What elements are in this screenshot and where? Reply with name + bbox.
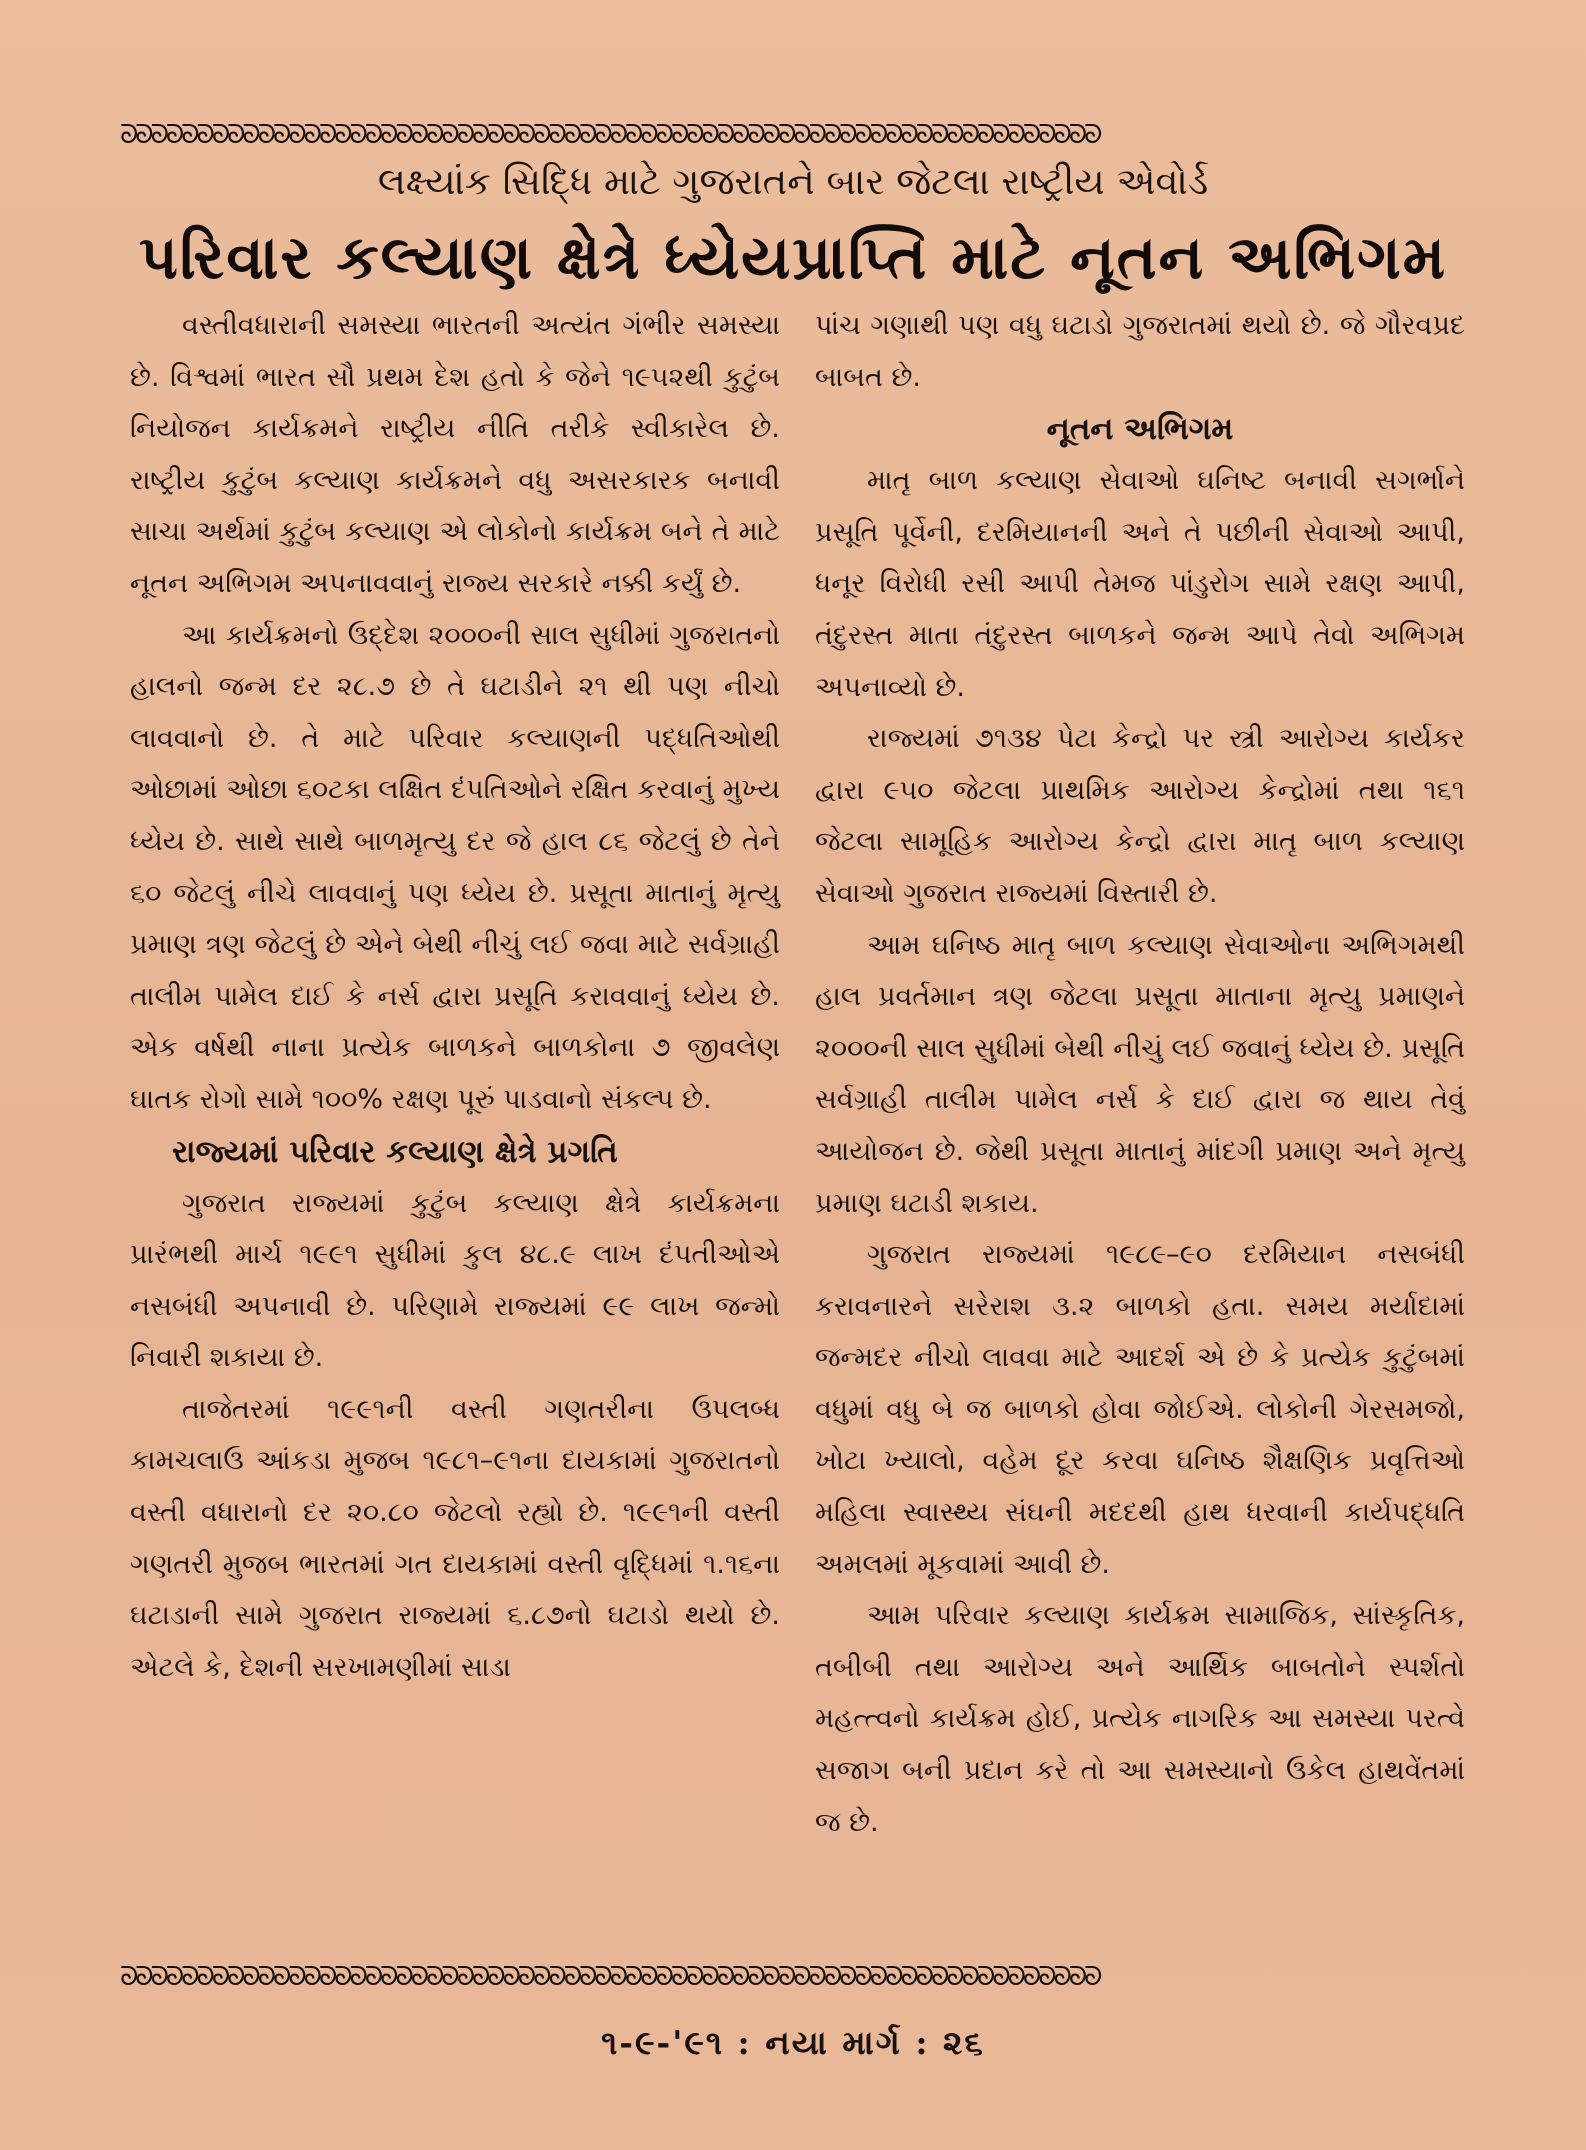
right-paragraph-4: ગુજરાત રાજ્યમાં ૧૯૮૯–૯૦ દરમિયાન નસબંધી કરાવનારને સરેરાશ ૩.૨ બાળકો હતા. સમય મર્યાદામાં જન્મદર નીચો લાવવા માટે આદર્શ એ છે કે પ્રત્યેક કુટુંબમાં વધુમાં વધુ બે જ બાળકો હોવા જોઈએ. લોકોની ગેરસમજો, ખોટા ખ્યાલો, વહેમ દૂર કરવા ઘનિષ્ઠ શૈક્ષણિક પ્રવૃત્તિઓ મહિલા સ્વાસ્થ્ય સંઘની મદદથી હાથ ધરવાની કાર્યપદ્ધતિ અમલમાં મૂકવામાં આવી છે.: [815, 1239, 1465, 1580]
bottom-decorative-border: ᘐᘐᘐᘐᘐᘐᘐᘐᘐᘐᘐᘐᘐᘐᘐᘐᘐᘐᘐᘐᘐᘐᘐᘐᘐᘐᘐᘐᘐᘐᘐᘐᘐᘐᘐᘐᘐᘐᘐᘐᘐᘐᘐᘐᘐᘐᘐᘐᘐᘐᘐᘐᘐᘐᘐᘐᘐᘐᘐᘐᘐᘐᘐᘐ: [120, 1966, 1100, 1988]
right-paragraph-3: આમ ઘનિષ્ઠ માતૃ બાળ કલ્યાણ સેવાઓના અભિગમથી હાલ પ્રવર્તમાન ત્રણ જેટલા પ્રસૂતા માતાના મૃત્યુ પ્રમાણને ૨૦૦૦ની સાલ સુધીમાં બેથી નીચું લઈ જવાનું ધ્યેય છે. પ્રસૂતિ સર્વગ્રાહી તાલીમ પામેલ નર્સ કે દાઈ દ્વારા જ થાય તેવું આયોજન છે. જેથી પ્રસૂતા માતાનું માંદગી પ્રમાણ અને મૃત્યુ પ્રમાણ ઘટાડી શકાય.: [815, 929, 1465, 1219]
left-paragraph-2: આ કાર્યક્રમનો ઉદ્દેશ ૨૦૦૦ની સાલ સુધીમાં ગુજરાતનો હાલનો જન્મ દર ૨૮.૭ છે તે ઘટાડીને ૨૧ થી પણ નીચો લાવવાનો છે. તે માટે પરિવાર કલ્યાણની પદ્ધતિઓથી ઓછામાં ઓછા ૬૦ટકા લક્ષિત દંપતિઓને રક્ષિત કરવાનું મુખ્ય ધ્યેય છે. સાથે સાથે બાળમૃત્યુ દર જે હાલ ૮૬ જેટલું છે તેને ૬૦ જેટલું નીચે લાવવાનું પણ ધ્યેય છે. પ્રસૂતા માતાનું મૃત્યુ પ્રમાણ ત્રણ જેટલું છે એને બેથી નીચું લઈ જવા માટે સર્વગ્રાહી તાલીમ પામેલ દાઈ કે નર્સ દ્વારા પ્રસૂતિ કરાવવાનું ધ્યેય છે. એક વર્ષથી નાના પ્રત્યેક બાળકને બાળકોના ૭ જીવલેણ ઘાતક રોગો સામે ૧૦૦% રક્ષણ પૂરું પાડવાનો સંકલ્પ છે.: [130, 619, 780, 1115]
article-title: પરિવાર કલ્યાણ ક્ષેત્રે ધ્યેયપ્રાપ્તિ માટે નૂતન અભિગમ: [138, 223, 1448, 293]
left-paragraph-1: વસ્તીવધારાની સમસ્યા ભારતની અત્યંત ગંભીર સમસ્યા છે. વિશ્વમાં ભારત સૌ પ્રથમ દેશ હતો કે જેને ૧૯૫૨થી કુટુંબ નિયોજન કાર્યક્રમને રાષ્ટ્રીય નીતિ તરીકે સ્વીકારેલ છે. રાષ્ટ્રીય કુટુંબ કલ્યાણ કાર્યક્રમને વધુ અસરકારક બનાવી સાચા અર્થમાં કુટુંબ કલ્યાણ એ લોકોનો કાર્યક્રમ બને તે માટે નૂતન અભિગમ અપનાવવાનું રાજ્ય સરકારે નક્કી કર્યું છે.: [130, 310, 780, 599]
left-paragraph-4: તાજેતરમાં ૧૯૯૧ની વસ્તી ગણતરીના ઉપલબ્ધ કામચલાઉ આંકડા મુજબ ૧૯૮૧–૯૧ના દાયકામાં ગુજરાતનો વસ્તી વધારાનો દર ૨૦.૮૦ જેટલો રહ્યો છે. ૧૯૯૧ની વસ્તી ગણતરી મુજબ ભારતમાં ગત દાયકામાં વસ્તી વૃદ્ધિમાં ૧.૧૬ના ઘટાડાની સામે ગુજરાત રાજ્યમાં ૬.૮૭નો ઘટાડો થયો છે. એટલે કે, દેશની સરખામણીમાં સાડા: [130, 1393, 780, 1683]
right-column: [815, 300, 1465, 1848]
section-heading-new-approach: નૂતન અભિગમ: [1046, 411, 1234, 448]
right-paragraph-0: પાંચ ગણાથી પણ વધુ ઘટાડો ગુજરાતમાં થયો છે. જે ગૌરવપ્રદ બાબત છે.: [815, 310, 1465, 393]
left-paragraph-3: ગુજરાત રાજ્યમાં કુટુંબ કલ્યાણ ક્ષેત્રે કાર્યક્રમના પ્રારંભથી માર્ચ ૧૯૯૧ સુધીમાં કુલ ૪૮.૯ લાખ દંપતીઓએ નસબંધી અપનાવી છે. પરિણામે રાજ્યમાં ૯૯ લાખ જન્મો નિવારી શકાયા છે.: [130, 1187, 780, 1374]
right-paragraph-5: આમ પરિવાર કલ્યાણ કાર્યક્રમ સામાજિક, સાંસ્કૃતિક, તબીબી તથા આરોગ્ય અને આર્થિક બાબતોને સ્પર્શતો મહત્ત્વનો કાર્યક્રમ હોઈ, પ્રત્યેક નાગરિક આ સમસ્યા પરત્વે સજાગ બની પ્રદાન કરે તો આ સમસ્યાનો ઉકેલ હાથવેંતમાં જ છે.: [815, 1600, 1465, 1838]
section-heading-progress: રાજ્યમાં પરિવાર કલ્યાણ ક્ષેત્રે પ્રગતિ: [172, 1133, 618, 1170]
article-subtitle: લક્ષ્યાંક સિદ્ધિ માટે ગુજરાતને બાર જેટલા રાષ્ટ્રીય એવોર્ડ: [377, 160, 1209, 203]
top-decorative-border: ᘐᘐᘐᘐᘐᘐᘐᘐᘐᘐᘐᘐᘐᘐᘐᘐᘐᘐᘐᘐᘐᘐᘐᘐᘐᘐᘐᘐᘐᘐᘐᘐᘐᘐᘐᘐᘐᘐᘐᘐᘐᘐᘐᘐᘐᘐᘐᘐᘐᘐᘐᘐᘐᘐᘐᘐᘐᘐᘐᘐᘐᘐᘐᘐ: [120, 124, 1100, 146]
right-paragraph-2: રાજ્યમાં ૭૧૩૪ પેટા કેન્દ્રો પર સ્ત્રી આરોગ્ય કાર્યકર દ્વારા ૯૫૦ જેટલા પ્રાથમિક આરોગ્ય કેન્દ્રોમાં તથા ૧૬૧ જેટલા સામૂહિક આરોગ્ય કેન્દ્રો દ્વારા માતૃ બાળ કલ્યાણ સેવાઓ ગુજરાત રાજ્યમાં વિસ્તારી છે.: [815, 723, 1465, 909]
left-column: [130, 300, 780, 1693]
page-footer: ૧-૯-'૯૧ : નયા માર્ગ : ૨૬: [601, 2023, 985, 2062]
right-paragraph-1: માતૃ બાળ કલ્યાણ સેવાઓ ઘનિષ્ટ બનાવી સગર્ભાને પ્રસૂતિ પૂર્વેની, દરમિયાનની અને તે પછીની સેવાઓ આપી, ધનૂર વિરોધી રસી આપી તેમજ પાંડુરોગ સામે રક્ષણ આપી, તંદુરસ્ત માતા તંદુરસ્ત બાળકને જન્મ આપે તેવો અભિગમ અપનાવ્યો છે.: [815, 465, 1465, 703]
